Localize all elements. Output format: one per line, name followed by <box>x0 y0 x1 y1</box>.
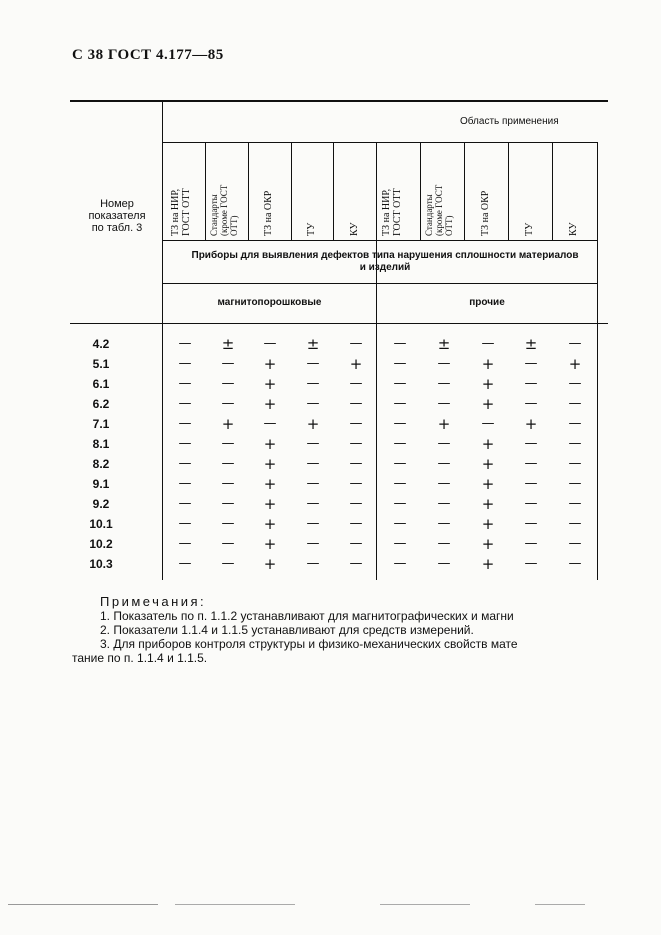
table-cell: — <box>524 396 538 411</box>
table-cell: — <box>349 456 363 471</box>
table-cell: — <box>178 376 192 391</box>
note-item: 2. Показатели 1.1.4 и 1.1.5 устанавливают для средств измерений. <box>100 623 474 637</box>
table-cell: — <box>568 496 582 511</box>
table-cell: — <box>524 496 538 511</box>
page-edge-mark <box>8 904 158 905</box>
table-cell: — <box>306 536 320 551</box>
row-label: 9.1 <box>92 477 110 491</box>
table-cell: — <box>178 416 192 431</box>
col-divider <box>420 142 421 240</box>
table-cell: — <box>393 436 407 451</box>
table-cell: ± <box>524 335 538 353</box>
table-top-rule <box>70 100 608 102</box>
col-divider <box>205 142 206 240</box>
page-header: С 38 ГОСТ 4.177—85 <box>72 47 224 63</box>
device-header: Приборы для выявления дефектов типа нарушения сплошности материалов и изделий <box>191 250 579 273</box>
table-cell: + <box>263 455 277 473</box>
column-header: ТУ <box>524 222 535 236</box>
table-cell: — <box>221 496 235 511</box>
table-cell: — <box>481 416 495 431</box>
table-cell: — <box>393 376 407 391</box>
page-edge-mark <box>380 904 470 905</box>
col-divider <box>333 142 334 240</box>
row-label: 10.2 <box>89 537 113 551</box>
table-cell: + <box>263 535 277 553</box>
header-bottom-rule <box>70 323 608 324</box>
table-cell: — <box>437 436 451 451</box>
table-cell: + <box>481 355 495 373</box>
table-cell: — <box>524 536 538 551</box>
table-cell: + <box>481 555 495 573</box>
table-cell: — <box>393 356 407 371</box>
table-cell: — <box>306 396 320 411</box>
table-cell: — <box>568 556 582 571</box>
table-cell: — <box>393 396 407 411</box>
table-cell: — <box>178 476 192 491</box>
area-header: Область применения <box>460 116 559 127</box>
table-cell: — <box>437 496 451 511</box>
row-label: 6.1 <box>92 377 110 391</box>
table-cell: — <box>568 516 582 531</box>
table-cell: — <box>349 556 363 571</box>
column-header: ТЗ на НИР, ГОСТ ОТТ <box>170 188 192 236</box>
table-cell: + <box>263 435 277 453</box>
table-cell: + <box>481 515 495 533</box>
table-cell: + <box>263 495 277 513</box>
row-label: 10.1 <box>89 517 113 531</box>
table-cell: — <box>437 516 451 531</box>
table-cell: + <box>568 355 582 373</box>
table-cell: — <box>306 476 320 491</box>
table-cell: + <box>481 375 495 393</box>
row-label: 8.2 <box>92 457 110 471</box>
stub-header: Номер показателя по табл. 3 <box>88 198 146 234</box>
table-cell: + <box>481 435 495 453</box>
table-cell: — <box>349 396 363 411</box>
table-cell: — <box>349 516 363 531</box>
table-cell: — <box>568 396 582 411</box>
table-cell: — <box>393 336 407 351</box>
column-header: Стандарты (кроме ГОСТ ОТТ) <box>209 184 239 236</box>
table-cell: — <box>349 476 363 491</box>
table-cell: — <box>524 556 538 571</box>
table-cell: — <box>437 536 451 551</box>
column-header: ТЗ на НИР, ГОСТ ОТТ <box>381 188 403 236</box>
table-cell: — <box>178 536 192 551</box>
col-divider <box>464 142 465 240</box>
column-header: КУ <box>568 222 579 236</box>
table-cell: — <box>178 396 192 411</box>
table-cell: — <box>393 476 407 491</box>
note-item: тание по п. 1.1.4 и 1.1.5. <box>72 651 208 665</box>
col-divider <box>291 142 292 240</box>
table-cell: — <box>306 356 320 371</box>
table-cell: — <box>349 536 363 551</box>
table-cell: — <box>178 356 192 371</box>
row-label: 4.2 <box>92 337 110 351</box>
row-label: 7.1 <box>92 417 110 431</box>
table-cell: — <box>221 476 235 491</box>
table-cell: — <box>393 516 407 531</box>
stub-divider <box>162 100 163 580</box>
table-cell: — <box>568 476 582 491</box>
col-divider <box>552 142 553 240</box>
table-cell: — <box>178 496 192 511</box>
group-divider <box>376 142 377 580</box>
table-cell: + <box>437 415 451 433</box>
table-cell: + <box>263 555 277 573</box>
table-cell: + <box>524 415 538 433</box>
table-cell: — <box>393 416 407 431</box>
page-edge-mark <box>175 904 295 905</box>
table-cell: + <box>481 455 495 473</box>
column-header: ТЗ на ОКР <box>263 190 274 236</box>
table-right-edge <box>597 142 598 580</box>
table-cell: + <box>263 375 277 393</box>
table-cell: — <box>178 516 192 531</box>
table-cell: — <box>349 376 363 391</box>
table-cell: — <box>524 376 538 391</box>
table-cell: — <box>393 536 407 551</box>
table-cell: — <box>524 516 538 531</box>
note-item: 1. Показатель по п. 1.1.2 устанавливают для магнитографических и магни <box>100 609 514 623</box>
notes <box>72 594 630 665</box>
table-cell: — <box>349 436 363 451</box>
table-cell: + <box>221 415 235 433</box>
notes-title: Примечания: <box>100 594 207 609</box>
table-cell: — <box>568 336 582 351</box>
table-cell: — <box>437 376 451 391</box>
table-cell: + <box>263 515 277 533</box>
col-divider <box>508 142 509 240</box>
table-cell: — <box>221 436 235 451</box>
table-cell: — <box>306 516 320 531</box>
table-cell: ± <box>221 335 235 353</box>
table-cell: — <box>437 456 451 471</box>
table-cell: — <box>349 336 363 351</box>
columns-bottom-rule <box>163 240 597 241</box>
row-label: 9.2 <box>92 497 110 511</box>
table-cell: + <box>349 355 363 373</box>
table-cell: ± <box>306 335 320 353</box>
table-cell: — <box>306 496 320 511</box>
table-cell: + <box>481 475 495 493</box>
table-cell: + <box>481 535 495 553</box>
table-cell: — <box>393 556 407 571</box>
table-cell: — <box>221 516 235 531</box>
table-cell: — <box>437 476 451 491</box>
table-cell: — <box>221 456 235 471</box>
col-divider <box>248 142 249 240</box>
table-cell: — <box>524 436 538 451</box>
table-cell: + <box>263 475 277 493</box>
table-cell: — <box>221 556 235 571</box>
table-cell: — <box>437 356 451 371</box>
column-header: ТЗ на ОКР <box>480 190 491 236</box>
page-edge-mark <box>535 904 585 905</box>
column-header: КУ <box>349 222 360 236</box>
table-cell: — <box>221 376 235 391</box>
table-cell: — <box>178 336 192 351</box>
note-item: 3. Для приборов контроля структуры и физико-механических свойств мате <box>100 637 518 651</box>
table-cell: — <box>524 356 538 371</box>
table-cell: — <box>437 556 451 571</box>
table-cell: ± <box>437 335 451 353</box>
row-label: 8.1 <box>92 437 110 451</box>
table-cell: + <box>481 395 495 413</box>
table-cell: — <box>306 556 320 571</box>
table-cell: — <box>221 536 235 551</box>
table-cell: — <box>178 456 192 471</box>
table-cell: — <box>393 496 407 511</box>
table-cell: — <box>568 376 582 391</box>
table-cell: — <box>306 456 320 471</box>
table-cell: — <box>306 436 320 451</box>
table-cell: + <box>263 355 277 373</box>
table-cell: + <box>263 395 277 413</box>
table-cell: — <box>568 416 582 431</box>
table-cell: — <box>221 396 235 411</box>
table-cell: — <box>524 456 538 471</box>
row-label: 6.2 <box>92 397 110 411</box>
table-cell: — <box>263 416 277 431</box>
table-cell: + <box>481 495 495 513</box>
table-cell: — <box>263 336 277 351</box>
table-cell: — <box>481 336 495 351</box>
table-cell: — <box>178 436 192 451</box>
table-cell: — <box>221 356 235 371</box>
table-cell: — <box>349 496 363 511</box>
column-header: Стандарты (кроме ГОСТ ОТТ) <box>424 184 454 236</box>
table-cell: — <box>524 476 538 491</box>
column-header: ТУ <box>306 222 317 236</box>
group-right-header: прочие <box>469 297 505 308</box>
table-cell: — <box>568 456 582 471</box>
table-cell: + <box>306 415 320 433</box>
row-label: 10.3 <box>89 557 113 571</box>
group-left-header: магнитопорошковые <box>217 297 322 308</box>
row-label: 5.1 <box>92 357 110 371</box>
table-cell: — <box>437 396 451 411</box>
table-cell: — <box>306 376 320 391</box>
table-cell: — <box>349 416 363 431</box>
table-cell: — <box>178 556 192 571</box>
area-header-rule <box>163 142 597 143</box>
device-header-rule <box>163 283 597 284</box>
table-cell: — <box>393 456 407 471</box>
table-cell: — <box>568 436 582 451</box>
table-cell: — <box>568 536 582 551</box>
